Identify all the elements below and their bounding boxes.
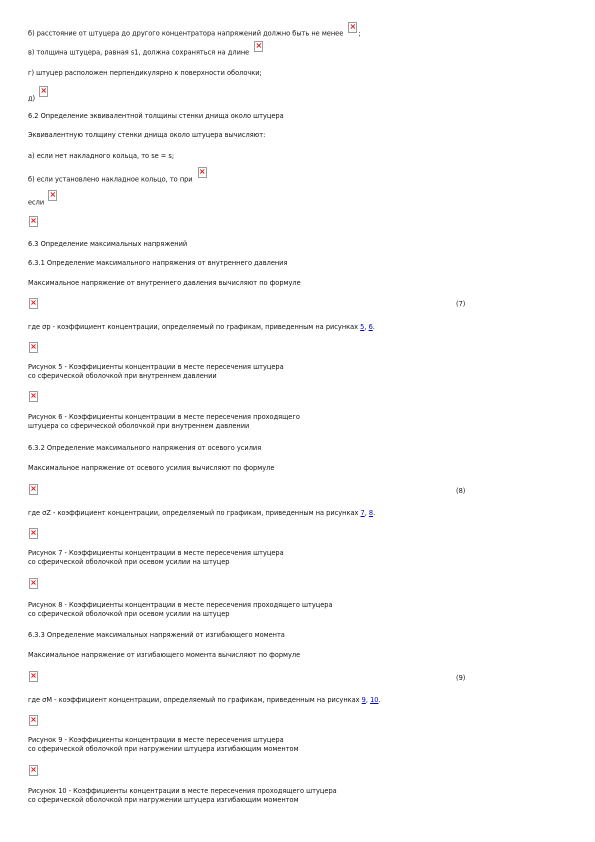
text: ; — [358, 29, 361, 38]
broken-image-icon — [29, 528, 38, 539]
text: б) расстояние от штуцера до другого концентратора напряжений должно быть не менее — [28, 29, 344, 38]
broken-image-icon — [29, 216, 38, 227]
equation-number: (9) — [456, 674, 466, 682]
text-line — [28, 197, 58, 208]
text-line: где σM - коэффициент концентрации, определяемый по графикам, приведенным на рисунках 9, 10. — [28, 696, 381, 704]
broken-image-icon — [29, 671, 38, 682]
figure-caption: со сферической оболочкой при внутреннем давлении — [28, 372, 217, 380]
text-line: где σZ - коэффициент концентрации, определяемый по графикам, приведенным на рисунках 7, 8. — [28, 509, 376, 517]
text: где σZ - коэффициент концентрации, определяемый по графикам, приведенным на рисунках — [28, 509, 359, 517]
text-line — [28, 93, 49, 104]
text-line: г) штуцер расположен перпендикулярно к поверхности оболочки; — [28, 69, 262, 77]
figure-caption: Рисунок 10 - Коэффициенты концентрации в месте пересечения проходящего штуцера — [28, 787, 337, 795]
figure-caption: со сферической оболочкой при осевом усилии на штуцер — [28, 558, 230, 566]
figure-caption: Рисунок 7 - Коэффициенты концентрации в месте пересечения штуцера — [28, 549, 284, 557]
section-heading: 6.3 Определение максимальных напряжений — [28, 240, 188, 248]
figure-caption: Рисунок 5 - Коэффициенты концентрации в месте пересечения штуцера — [28, 363, 284, 371]
section-heading: 6.2 Определение эквивалентной толщины стенки днища около штуцера — [28, 112, 284, 120]
broken-image-icon — [29, 391, 38, 402]
text: б) если установлено накладное кольцо, то при — [28, 175, 193, 184]
figure-link[interactable]: 7 — [360, 509, 365, 517]
figure-link[interactable]: 5 — [360, 323, 365, 331]
equation-number: (7) — [456, 300, 466, 308]
section-heading: 6.3.3 Определение максимальных напряжений от изгибающего момента — [28, 631, 285, 639]
text-line — [28, 174, 208, 185]
broken-image-icon — [29, 765, 38, 776]
text: где σM - коэффициент концентрации, определяемый по графикам, приведенным на рисунках — [28, 696, 360, 704]
equation-number: (8) — [456, 487, 466, 495]
figure-link[interactable]: 10 — [370, 696, 379, 704]
broken-image-icon — [29, 342, 38, 353]
broken-image-icon — [254, 41, 263, 52]
text: где σp - коэффициент концентрации, определяемый по графикам, приведенным на рисунках — [28, 323, 359, 331]
text-line: а) если нет накладного кольца, то se = s; — [28, 152, 175, 160]
broken-image-icon — [348, 22, 357, 33]
broken-image-icon — [29, 484, 38, 495]
figure-link[interactable]: 9 — [361, 696, 366, 704]
figure-caption: Рисунок 9 - Коэффициенты концентрации в месте пересечения штуцера — [28, 736, 284, 744]
figure-caption: Рисунок 6 - Коэффициенты концентрации в месте пересечения проходящего — [28, 413, 300, 421]
figure-caption: со сферической оболочкой при нагружении штуцера изгибающим моментом — [28, 796, 299, 804]
paragraph: Эквивалентную толщину стенки днища около штуцера вычисляют: — [28, 131, 266, 139]
broken-image-icon — [29, 298, 38, 309]
paragraph: Максимальное напряжение от внутреннего давления вычисляют по формуле — [28, 279, 301, 287]
broken-image-icon — [48, 190, 57, 201]
figure-link[interactable]: 8 — [368, 509, 374, 517]
text-line — [28, 47, 264, 58]
figure-caption: со сферической оболочкой при нагружении штуцера изгибающим моментом — [28, 745, 299, 753]
broken-image-icon — [29, 715, 38, 726]
text: д) — [28, 94, 36, 103]
text-line — [28, 28, 361, 39]
figure-link[interactable]: 6 — [368, 323, 373, 331]
broken-image-icon — [39, 86, 48, 97]
paragraph: Максимальное напряжение от осевого усилия вычисляют по формуле — [28, 464, 275, 472]
broken-image-icon — [29, 578, 38, 589]
text-line: где σp - коэффициент концентрации, определяемый по графикам, приведенным на рисунках 5, 6. — [28, 323, 375, 331]
figure-caption: штуцера со сферической оболочкой при внутреннем давлении — [28, 422, 250, 430]
broken-image-icon — [198, 167, 207, 178]
section-heading: 6.3.1 Определение максимального напряжения от внутреннего давления — [28, 259, 288, 267]
text: если — [28, 198, 45, 207]
text: в) толщина штуцера, равная s1, должна сохраняться на длине — [28, 48, 250, 57]
figure-caption: Рисунок 8 - Коэффициенты концентрации в месте пересечения проходящего штуцера — [28, 601, 333, 609]
section-heading: 6.3.2 Определение максимального напряжения от осевого усилия — [28, 444, 262, 452]
figure-caption: со сферической оболочкой при осевом усилии на штуцер — [28, 610, 230, 618]
paragraph: Максимальное напряжение от изгибающего момента вычисляют по формуле — [28, 651, 301, 659]
